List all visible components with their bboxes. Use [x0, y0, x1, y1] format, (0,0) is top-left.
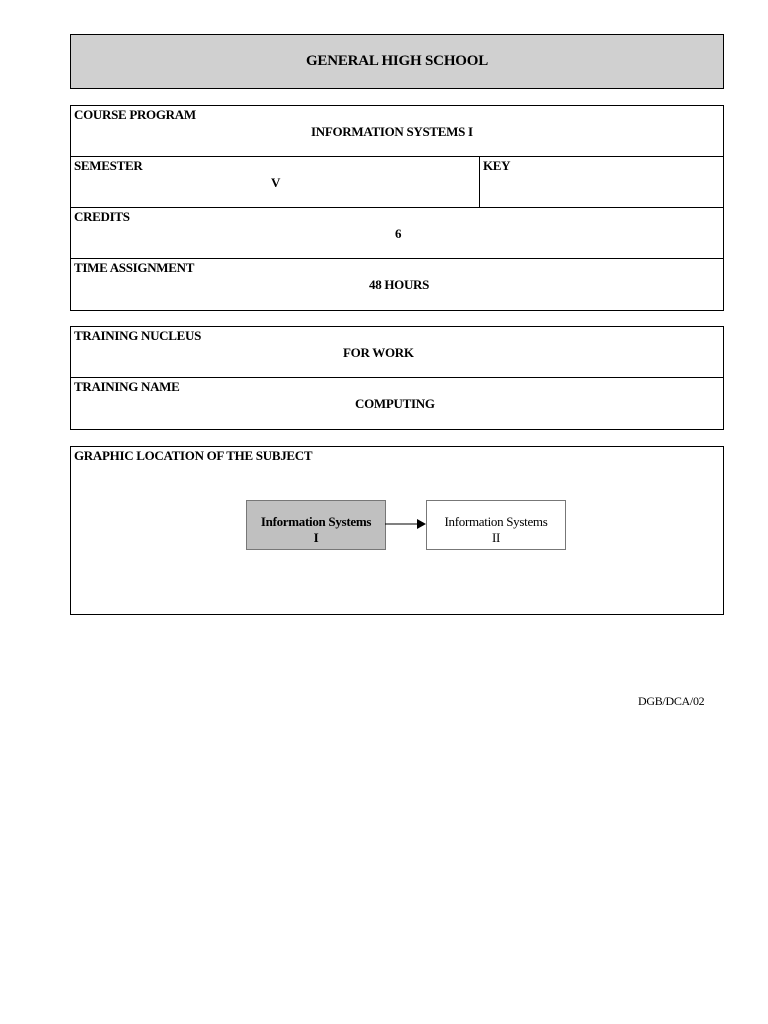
key-label: KEY	[483, 158, 511, 173]
training-nucleus-value: FOR WORK	[343, 345, 414, 360]
flow-arrow-icon	[385, 517, 427, 531]
training-name-value: COMPUTING	[355, 396, 435, 411]
time-assignment-label: TIME ASSIGNMENT	[74, 260, 195, 275]
training-name-row	[71, 378, 723, 429]
next-subject-box	[426, 500, 566, 550]
credits-row	[71, 208, 723, 259]
training-nucleus-row	[71, 327, 723, 378]
graphic-location-label: GRAPHIC LOCATION OF THE SUBJECT	[74, 448, 313, 463]
course-program-value: INFORMATION SYSTEMS I	[311, 124, 473, 139]
next-subject-line1: Information Systems	[444, 514, 548, 529]
time-assignment-row	[71, 259, 723, 310]
school-title: GENERAL HIGH SCHOOL	[305, 53, 489, 69]
current-subject-line1: Information Systems	[260, 514, 372, 529]
semester-label: SEMESTER	[74, 158, 143, 173]
graphic-location-section	[70, 446, 724, 615]
course-program-label: COURSE PROGRAM	[74, 107, 196, 122]
document-code: DGB/DCA/02	[638, 694, 705, 708]
training-info-table	[70, 326, 724, 430]
semester-row	[71, 157, 723, 208]
next-subject-line2: II	[491, 530, 501, 545]
time-assignment-value: 48 HOURS	[369, 277, 430, 292]
credits-value: 6	[395, 226, 402, 241]
training-nucleus-label: TRAINING NUCLEUS	[74, 328, 202, 343]
course-program-row	[71, 106, 723, 157]
school-header	[70, 34, 724, 89]
course-info-table	[70, 105, 724, 311]
current-subject-box	[246, 500, 386, 550]
current-subject-line2: I	[313, 530, 319, 545]
semester-key-divider	[479, 157, 480, 207]
semester-value: V	[271, 175, 281, 190]
training-name-label: TRAINING NAME	[74, 379, 180, 394]
credits-label: CREDITS	[74, 209, 130, 224]
